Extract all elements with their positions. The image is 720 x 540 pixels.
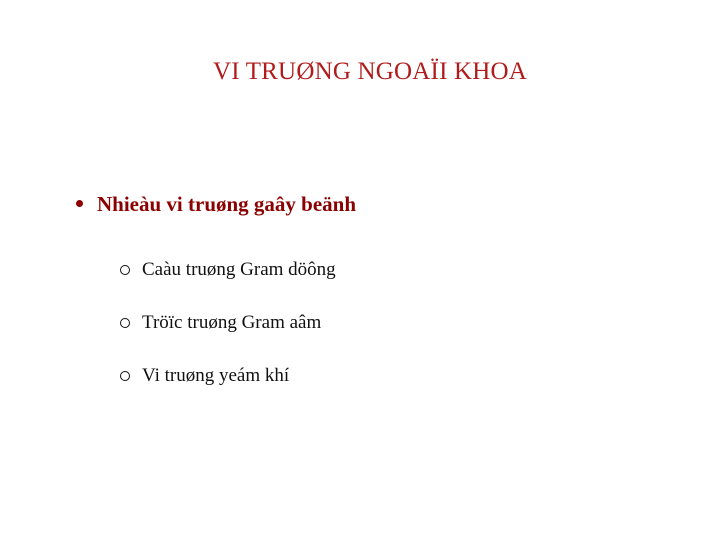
- sub-bullet-text: Tröïc truøng Gram aâm: [142, 312, 322, 333]
- bullet-dot-icon: [76, 200, 83, 207]
- circle-outline-icon: [120, 265, 130, 275]
- sub-bullet-item: [120, 361, 336, 391]
- main-bullet-item: [76, 192, 356, 217]
- circle-outline-icon: [120, 371, 130, 381]
- sub-bullet-text: Vi truøng yeám khí: [142, 365, 290, 386]
- slide-title: VI TRUØNG NGOAÏI KHOA: [212, 58, 528, 85]
- circle-outline-icon: [120, 318, 130, 328]
- sub-bullet-list: [120, 255, 336, 414]
- sub-bullet-item: [120, 308, 336, 338]
- main-bullet-text: Nhieàu vi truøng gaây beänh: [97, 192, 357, 216]
- sub-bullet-item: [120, 255, 336, 285]
- sub-bullet-text: Caàu truøng Gram döông: [142, 259, 336, 280]
